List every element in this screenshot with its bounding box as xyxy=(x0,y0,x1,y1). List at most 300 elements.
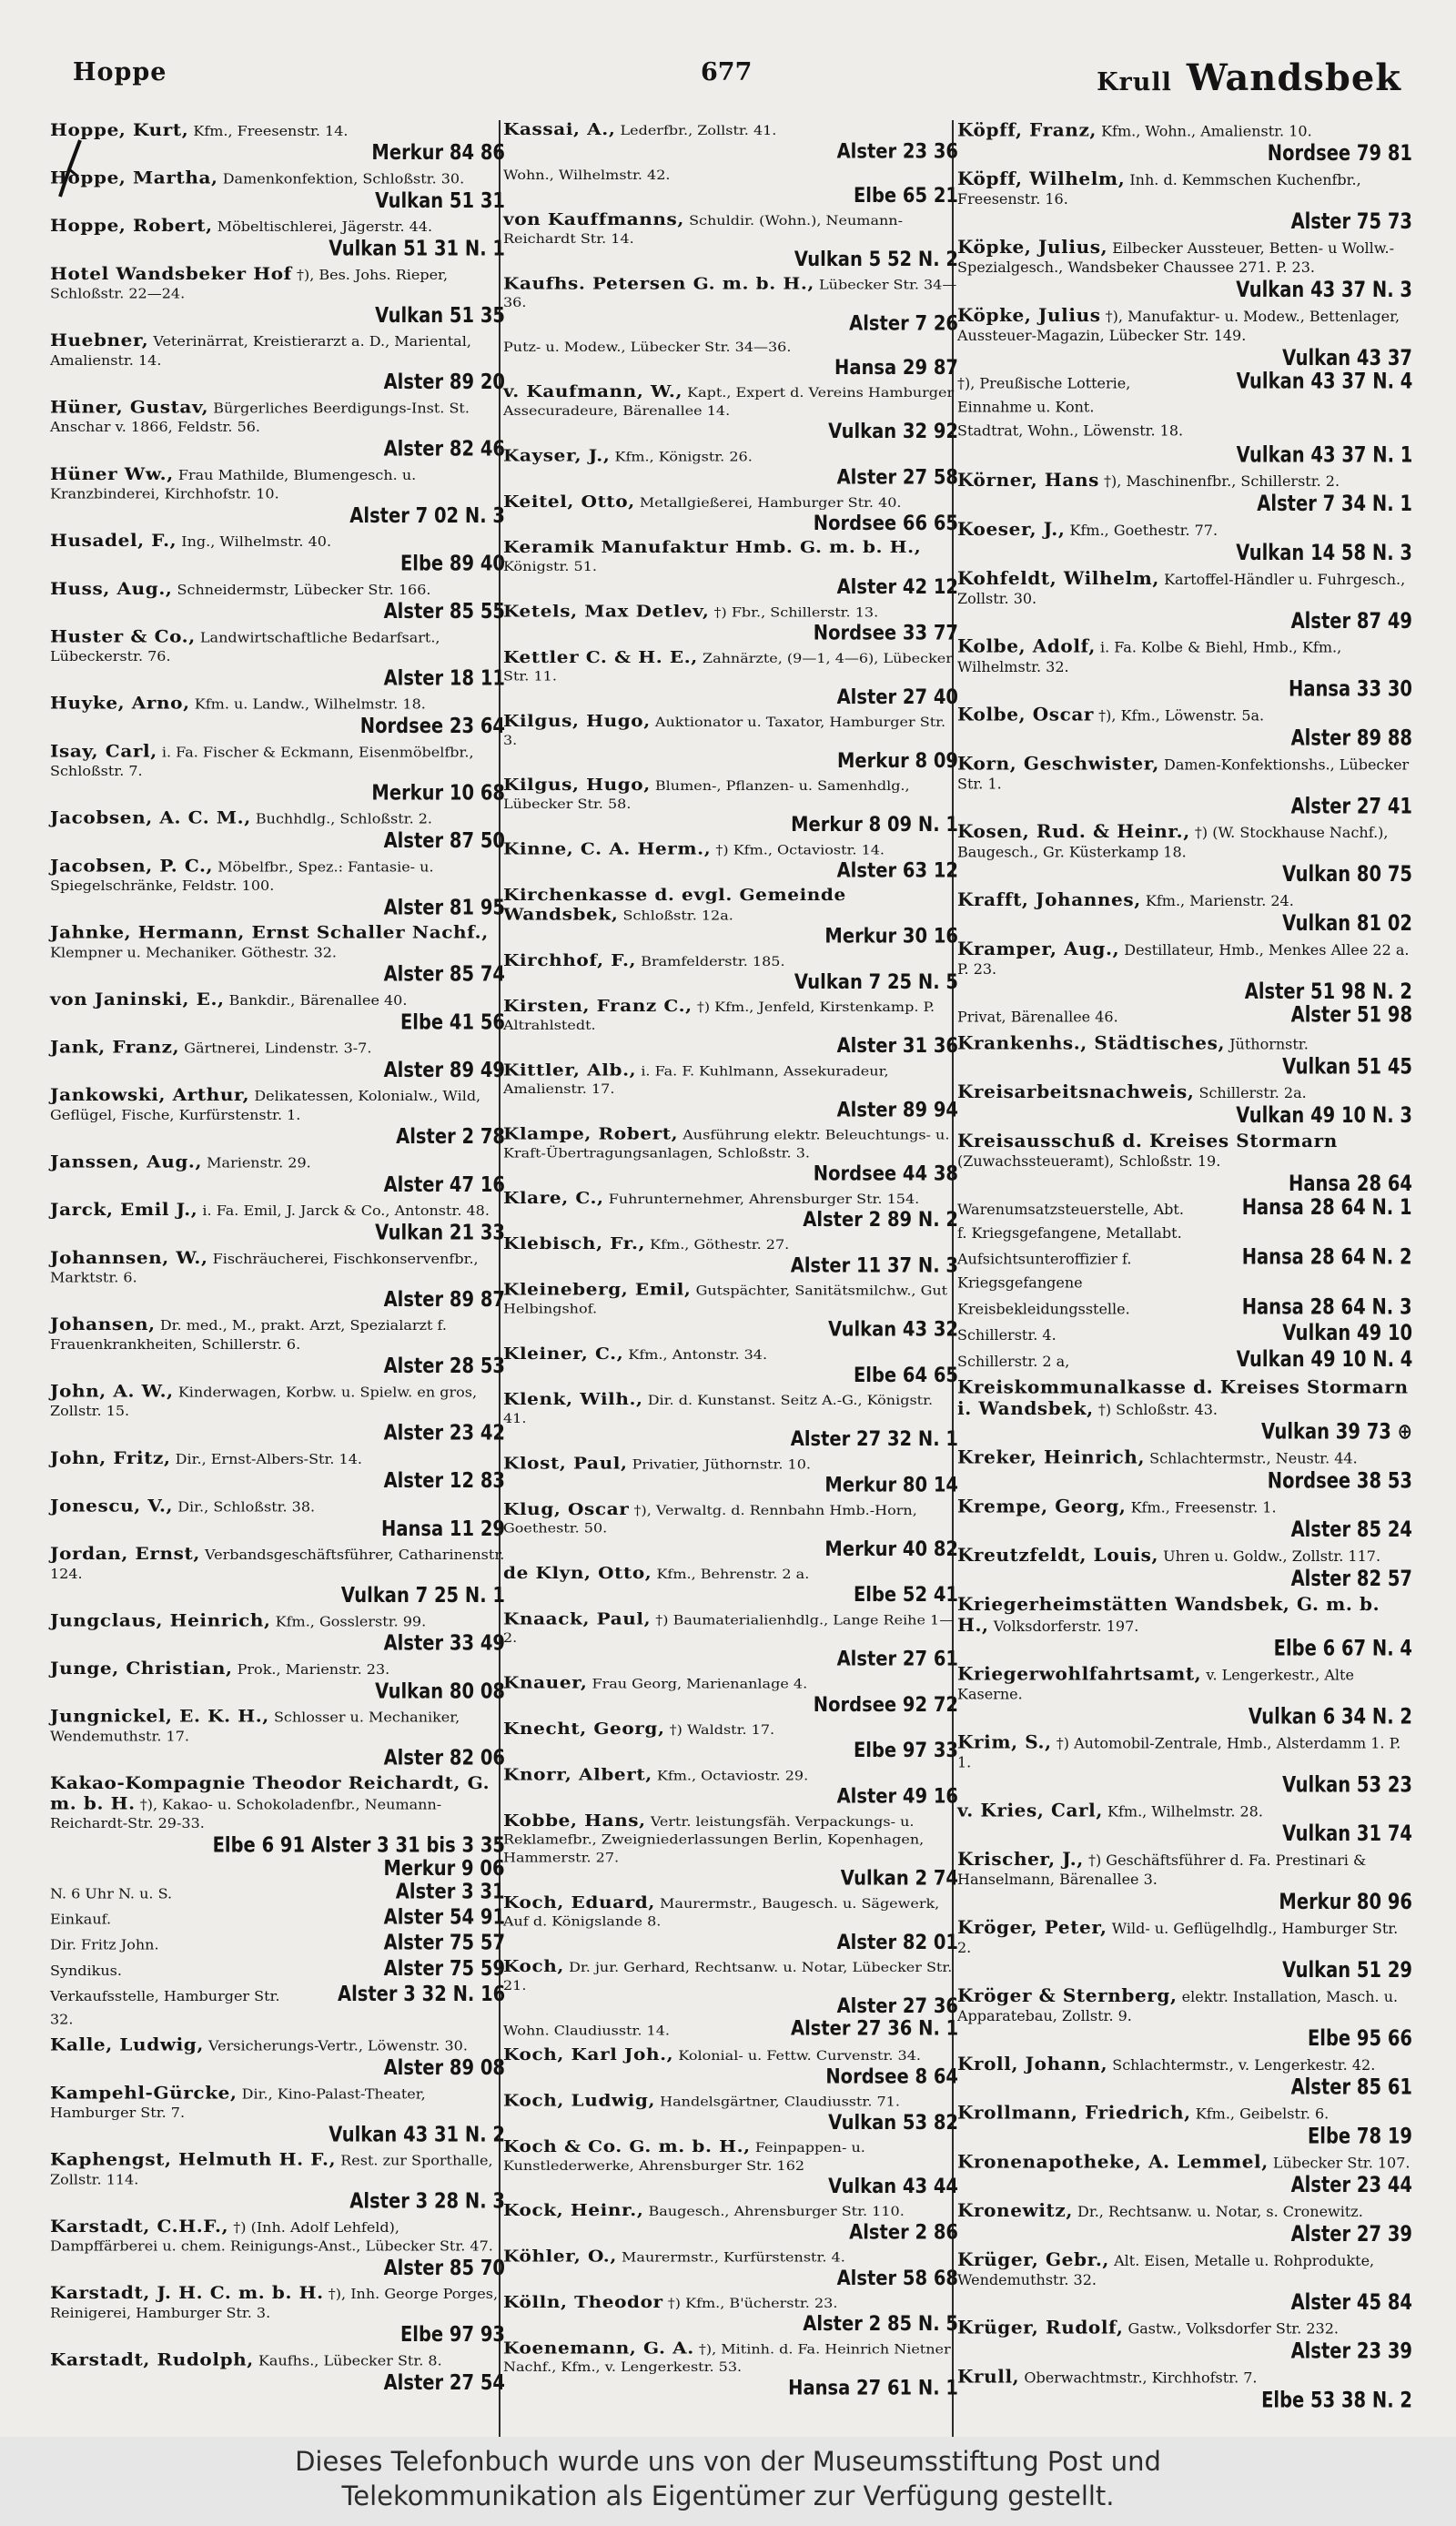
directory-entry xyxy=(50,1496,505,1540)
entry-text xyxy=(50,1038,505,1059)
entry-name: Kaphengst, Helmuth H. F., xyxy=(50,2148,337,2170)
phone-number: Vulkan 7 25 N. 1 xyxy=(340,1582,505,1608)
directory-entry xyxy=(50,464,505,527)
phone-number: Alster 18 11 xyxy=(383,664,505,691)
directory-entry xyxy=(503,1673,958,1715)
entry-name: Isay, Carl, xyxy=(50,740,157,762)
phone-number: Alster 27 61 xyxy=(836,1646,958,1670)
entry-name: Kriegerheimstätten Wandsbek, G. m. b. H., xyxy=(957,1593,1380,1636)
directory-entry xyxy=(503,602,958,644)
phone-number: Elbe 97 93 xyxy=(399,2321,505,2347)
entry-text xyxy=(503,712,958,749)
phone-number: Nordsee 8 64 xyxy=(825,2064,958,2088)
entry-name: Kroll, Johann, xyxy=(957,2053,1108,2075)
entry-name: Jungnickel, E. K. H., xyxy=(50,1705,269,1727)
entry-name: Köpke, Julius xyxy=(957,304,1101,326)
entry-name: Kilgus, Hugo, xyxy=(503,710,651,731)
entry-name: de Klyn, Otto, xyxy=(503,1562,652,1583)
entry-description: Rest. zur Sporthalle, Zollstr. 114. xyxy=(50,2152,493,2188)
phone-number: Elbe 65 21 xyxy=(853,183,958,208)
entry-name: Huebner, xyxy=(50,330,149,350)
directory-entry xyxy=(503,1189,958,1231)
phone-number: Alster 82 01 xyxy=(836,1930,958,1954)
directory-entry xyxy=(957,1131,1412,1374)
entry-text xyxy=(957,306,1412,346)
entry-name: Kirchhof, F., xyxy=(503,949,637,970)
entry-description: Verbandsgeschäftsführer, Catharinenstr. 124. xyxy=(50,1546,505,1582)
directory-column-3 xyxy=(957,120,1412,2416)
entry-name: Kinne, C. A. Herm., xyxy=(503,838,712,858)
entry-name: Hoppe, Martha, xyxy=(50,167,218,188)
entry-description: i. Fa. F. Kuhlmann, Assekuradeur, Amalienstr. 17. xyxy=(503,1062,889,1097)
entry-name: Klug, Oscar xyxy=(503,1498,630,1519)
entry-description: Privatier, Jüthornstr. 10. xyxy=(632,1456,811,1472)
phone-number: Alster 3 31 xyxy=(396,1878,505,1903)
entry-description: Auktionator u. Taxator, Hamburger Str. 3. xyxy=(503,714,946,748)
entry-subline xyxy=(957,1003,1412,1030)
header-town: Wandsbek xyxy=(1186,56,1401,99)
directory-entry xyxy=(503,1811,958,1890)
entry-text xyxy=(503,2091,958,2111)
phone-number: Elbe 6 91 Alster 3 31 bis 3 35 xyxy=(212,1831,505,1858)
entry-text xyxy=(50,1448,505,1469)
phone-number: Hansa 28 64 N. 2 xyxy=(1242,1243,1412,1270)
entry-name: Kölln, Theodor xyxy=(503,2291,663,2312)
phone-number: Alster 89 49 xyxy=(383,1057,505,1082)
entry-text xyxy=(503,1500,958,1537)
phone-number: Nordsee 23 64 xyxy=(359,713,505,738)
phone-number: Alster 23 39 xyxy=(1290,2338,1412,2364)
entry-text xyxy=(957,1131,1412,1172)
subline-note: Einkauf. xyxy=(50,1911,112,1928)
directory-entry xyxy=(503,2091,958,2133)
directory-entry xyxy=(957,1082,1412,1127)
directory-entry xyxy=(957,1377,1412,1443)
directory-entry xyxy=(957,1595,1412,1660)
entry-description: †), Kakao- u. Schokoladenfbr., Neumann-Reichardt-Str. 29-33. xyxy=(50,1796,442,1831)
entry-name: Kröger, Peter, xyxy=(957,1916,1107,1938)
directory-entry xyxy=(503,1454,958,1496)
directory-entry xyxy=(50,168,505,212)
entry-text xyxy=(503,1673,958,1693)
entry-text xyxy=(503,210,958,248)
phone-number: Vulkan 53 82 xyxy=(828,2110,958,2135)
entry-text xyxy=(957,471,1412,492)
entry-name: Kronenapotheke, A. Lemmel, xyxy=(957,2151,1269,2173)
phone-number: Alster 89 88 xyxy=(1290,725,1412,751)
directory-entry xyxy=(50,808,505,852)
phone-number: Nordsee 33 77 xyxy=(813,620,958,644)
phone-number: Nordsee 66 65 xyxy=(813,511,958,535)
entry-name: Huss, Aug., xyxy=(50,577,173,599)
phone-number: Vulkan 31 74 xyxy=(1282,1821,1412,1846)
entry-description: Kolonial- u. Fettw. Curvenstr. 34. xyxy=(678,2047,921,2064)
phone-number: Alster 27 36 xyxy=(836,1993,958,2018)
entry-description: Kfm., Gosslerstr. 99. xyxy=(275,1613,427,1630)
entry-name: Huster & Co., xyxy=(50,625,196,647)
phone-number: Hansa 33 30 xyxy=(1289,675,1412,702)
directory-entry xyxy=(957,306,1412,467)
entry-description: Schuldir. (Wohn.), Neumann-Reichardt Str. 14. xyxy=(503,212,903,247)
entry-text xyxy=(50,398,505,437)
directory-entry xyxy=(50,264,505,327)
directory-entry xyxy=(503,2293,958,2335)
phone-number: Alster 87 49 xyxy=(1290,607,1412,634)
directory-entry xyxy=(50,989,505,1033)
directory-entry xyxy=(50,2035,505,2079)
entry-description: †) Baumaterialienhdlg., Lange Reihe 1—2. xyxy=(503,1611,955,1646)
directory-entry xyxy=(50,856,505,918)
phone-number: Vulkan 53 23 xyxy=(1282,1771,1412,1798)
directory-column-2 xyxy=(503,120,958,2402)
phone-number: Alster 31 36 xyxy=(836,1033,958,1058)
entry-text xyxy=(50,1085,505,1124)
directory-entry xyxy=(50,2150,505,2213)
phone-number: Merkur 9 06 xyxy=(383,1855,505,1881)
entry-text xyxy=(957,2054,1412,2075)
subline-note: Wohn. Claudiusstr. 14. xyxy=(503,2022,670,2038)
entry-text xyxy=(503,886,958,925)
phone-number: Vulkan 43 37 N. 4 xyxy=(1236,368,1412,394)
entry-description: †) (W. Stockhause Nachf.), Baugesch., Gr. Küsterkamp 18. xyxy=(957,824,1389,861)
entry-description: Zahnärzte, (9—1, 4—6), Lübecker Str. 11. xyxy=(503,650,953,685)
entry-description: Bankdir., Bärenallee 40. xyxy=(228,991,408,1009)
phone-number: Vulkan 80 75 xyxy=(1282,861,1412,887)
entry-name: Klost, Paul, xyxy=(503,1453,628,1473)
entry-text xyxy=(957,1546,1412,1567)
directory-entry xyxy=(50,1382,505,1445)
phone-number: Elbe 6 67 N. 4 xyxy=(1273,1635,1412,1661)
directory-entry xyxy=(503,997,958,1057)
phone-number: Hansa 11 29 xyxy=(381,1516,505,1541)
entry-text xyxy=(503,2045,958,2065)
entry-text xyxy=(957,2152,1412,2173)
entry-description: Marienstr. 29. xyxy=(207,1154,311,1172)
phone-number: Alster 75 73 xyxy=(1290,208,1412,234)
entry-name: Junge, Christian, xyxy=(50,1658,233,1679)
directory-entry xyxy=(503,1234,958,1276)
directory-entry xyxy=(50,1085,505,1148)
entry-subline xyxy=(50,1931,505,1956)
directory-entry xyxy=(957,1546,1412,1590)
entry-description: Uhren u. Goldw., Zollstr. 117. xyxy=(1163,1547,1381,1565)
entry-description: Kfm., Goethestr. 77. xyxy=(1069,522,1218,539)
subline-note: Dir. Fritz John. xyxy=(50,1936,159,1953)
entry-name: Krempe, Georg, xyxy=(957,1496,1127,1517)
directory-entry xyxy=(503,1564,958,1606)
directory-entry xyxy=(503,1720,958,1761)
directory-entry xyxy=(957,1496,1412,1541)
directory-entry xyxy=(503,1344,958,1386)
entry-text xyxy=(957,1850,1412,1890)
entry-name: Keitel, Otto, xyxy=(503,491,635,512)
entry-name: von Janinski, E., xyxy=(50,989,225,1009)
phone-number: Vulkan 7 25 N. 5 xyxy=(794,969,958,994)
phone-number: Hansa 27 61 N. 1 xyxy=(788,2375,958,2399)
entry-text xyxy=(50,464,505,503)
entry-description: Kfm., Geibelstr. 6. xyxy=(1195,2105,1330,2123)
entry-text xyxy=(503,1811,958,1867)
entry-subline xyxy=(50,1880,505,1905)
entry-description: Kfm., Antonstr. 34. xyxy=(628,1346,768,1363)
entry-subline xyxy=(957,442,1412,466)
entry-text xyxy=(503,1893,958,1931)
entry-subline xyxy=(50,1982,505,2031)
entry-name: Klare, C., xyxy=(503,1187,604,1208)
entry-name: Kleiner, C., xyxy=(503,1343,624,1364)
entry-name: Kramper, Aug., xyxy=(957,938,1120,959)
entry-text xyxy=(957,1496,1412,1517)
entry-text xyxy=(957,520,1412,541)
entry-text xyxy=(957,1801,1412,1821)
directory-entry xyxy=(503,2137,958,2197)
entry-text xyxy=(503,2201,958,2221)
subline-note: Verkaufsstelle, Hamburger Str. 32. xyxy=(50,1988,280,2028)
directory-entry xyxy=(957,1664,1412,1728)
directory-entry xyxy=(957,2250,1412,2314)
subline-note: Schillerstr. 2 a, xyxy=(957,1353,1070,1370)
entry-description: Oberwachtmstr., Kirchhofstr. 7. xyxy=(1024,2369,1258,2387)
entry-subline xyxy=(50,1856,505,1879)
entry-text xyxy=(503,1609,958,1647)
phone-number: Merkur 40 82 xyxy=(824,1537,958,1561)
entry-text xyxy=(50,1200,505,1221)
entry-text xyxy=(957,1595,1412,1637)
entry-name: Kittler, Alb., xyxy=(503,1060,637,1080)
entry-description: Feinpappen- u. Kunstlederwerke, Ahrensburger Str. 162 xyxy=(503,2139,865,2174)
phone-number: Merkur 80 96 xyxy=(1279,1889,1412,1914)
entry-description: Kfm., Octaviostr. 29. xyxy=(656,1767,809,1783)
entry-name: Kolbe, Adolf, xyxy=(957,635,1096,657)
entry-text xyxy=(503,1124,958,1162)
phone-number: Alster 85 55 xyxy=(383,598,505,624)
directory-entry xyxy=(50,531,505,574)
entry-name: Keramik Manufaktur Hmb. G. m. b. H., xyxy=(503,537,922,557)
phone-number: Nordsee 38 53 xyxy=(1267,1467,1412,1494)
entry-text xyxy=(50,2150,505,2189)
directory-entry xyxy=(503,1390,958,1450)
subline-note: Schillerstr. 4. xyxy=(957,1326,1057,1344)
entry-text xyxy=(957,1664,1412,1704)
entry-text xyxy=(957,568,1412,608)
entry-name: Jarck, Emil J., xyxy=(50,1199,198,1220)
phone-number: Merkur 80 14 xyxy=(824,1472,958,1496)
directory-entry xyxy=(50,1038,505,1081)
directory-entry xyxy=(957,1732,1412,1796)
entry-name: Köpff, Franz, xyxy=(957,119,1097,141)
entry-text xyxy=(957,169,1412,209)
entry-name: Jahnke, Hermann, Ernst Schaller Nachf., xyxy=(50,921,489,943)
phone-number: Alster 89 08 xyxy=(383,2054,505,2080)
directory-entry xyxy=(957,822,1412,886)
entry-text xyxy=(957,238,1412,278)
entry-description: Möbelfbr., Spez.: Fantasie- u. Spiegelschränke, Feldstr. 100. xyxy=(50,858,434,894)
entry-description: Dir., Kino-Palast-Theater, Hamburger Str. 7. xyxy=(50,2085,426,2121)
entry-text xyxy=(50,2083,505,2122)
entry-name: Knaack, Paul, xyxy=(503,1608,652,1628)
directory-entry xyxy=(50,741,505,804)
entry-name: Jacobsen, A. C. M., xyxy=(50,806,251,828)
entry-name: Hotel Wandsbeker Hof xyxy=(50,262,292,284)
phone-number: Vulkan 51 35 xyxy=(375,302,505,328)
entry-description: †) Fbr., Schillerstr. 13. xyxy=(713,604,879,620)
entry-name: Kirchenkasse d. evgl. Gemeinde Wandsbek, xyxy=(503,884,846,924)
entry-subline xyxy=(957,1321,1412,1347)
entry-description: Kfm., Königstr. 26. xyxy=(614,448,753,464)
entry-description: Dr. med., M., prakt. Arzt, Spezialarzt f. Frauenkrankheiten, Schillerstr. 6. xyxy=(50,1317,447,1353)
entry-text xyxy=(50,1248,505,1287)
entry-text xyxy=(50,808,505,829)
directory-entry xyxy=(957,1986,1412,2050)
phone-number: Alster 75 59 xyxy=(383,1955,505,1981)
entry-description: Wohn., Wilhelmstr. 42. xyxy=(503,167,671,183)
phone-number: Vulkan 5 52 N. 2 xyxy=(794,247,958,271)
directory-entry xyxy=(50,1610,505,1654)
entry-name: Kleineberg, Emil, xyxy=(503,1279,692,1300)
entry-text xyxy=(50,579,505,600)
phone-number: Nordsee 79 81 xyxy=(1267,140,1412,166)
directory-entry xyxy=(503,2247,958,2288)
phone-number: Vulkan 6 34 N. 2 xyxy=(1248,1703,1412,1730)
phone-number: Alster 33 49 xyxy=(383,1630,505,1656)
directory-entry xyxy=(50,1200,505,1243)
phone-number: Alster 89 20 xyxy=(383,369,505,394)
phone-number: Vulkan 2 74 xyxy=(840,1865,958,1890)
entry-name: Jacobsen, P. C., xyxy=(50,855,214,877)
phone-number: Hansa 28 64 xyxy=(1289,1170,1412,1196)
phone-number: Alster 27 58 xyxy=(836,464,958,489)
phone-number: Vulkan 51 31 N. 1 xyxy=(329,235,505,261)
directory-entry xyxy=(50,216,505,259)
entry-text xyxy=(503,1390,958,1427)
phone-number: Alster 85 74 xyxy=(383,961,505,987)
entry-description: i. Fa. Emil, J. Jarck & Co., Antonstr. 48. xyxy=(202,1202,490,1219)
phone-number: Elbe 95 66 xyxy=(1307,2024,1412,2051)
phone-number: Vulkan 51 29 xyxy=(1282,1956,1412,1983)
entry-name: Köpff, Wilhelm, xyxy=(957,167,1126,189)
directory-entry xyxy=(503,951,958,993)
entry-subline xyxy=(957,1245,1412,1295)
directory-entry xyxy=(503,1609,958,1669)
subline-note: Syndikus. xyxy=(50,1962,122,1979)
entry-name: Kock, Heinr., xyxy=(503,2200,644,2220)
entry-name: Johansen, xyxy=(50,1314,156,1334)
entry-subline xyxy=(50,1956,505,1982)
entry-description: Versicherungs-Vertr., Löwenstr. 30. xyxy=(208,2037,468,2054)
entry-subline xyxy=(50,1905,505,1931)
entry-description: i. Fa. Fischer & Eckmann, Eisenmöbelfbr., Schloßstr. 7. xyxy=(50,744,474,779)
directory-entry xyxy=(957,939,1412,1030)
directory-entry xyxy=(503,274,958,334)
directory-entry xyxy=(50,1659,505,1702)
directory-entry xyxy=(503,382,958,442)
phone-number: Nordsee 92 72 xyxy=(813,1692,958,1717)
entry-description: Kapt., Expert d. Vereins Hamburger Assecuradeure, Bärenallee 14. xyxy=(503,384,955,419)
entry-text xyxy=(503,166,958,184)
entry-description: Kfm. u. Landw., Wilhelmstr. 18. xyxy=(194,695,426,713)
phone-number: Elbe 41 56 xyxy=(399,1009,505,1034)
entry-text xyxy=(503,2293,958,2313)
entry-name: Knauer, xyxy=(503,1672,588,1693)
phone-number: Hansa 28 64 N. 3 xyxy=(1242,1293,1412,1320)
entry-name: Kronewitz, xyxy=(957,2199,1073,2221)
entry-description: †), Bes. Johs. Rieper, Schloßstr. 22—24. xyxy=(50,266,449,302)
phone-number: Vulkan 81 02 xyxy=(1282,909,1412,936)
entry-description: v. Lengerkestr., Alte Kaserne. xyxy=(957,1667,1354,1703)
directory-entry xyxy=(50,1314,505,1377)
entry-description: Kinderwagen, Korbw. u. Spielw. en gros, Zollstr. 15. xyxy=(50,1384,478,1419)
directory-entry xyxy=(957,2367,1412,2411)
directory-entry xyxy=(503,120,958,162)
entry-name: Krankenhs., Städtisches, xyxy=(957,1032,1226,1054)
directory-entry xyxy=(503,538,958,598)
phone-number: Alster 51 98 xyxy=(1290,1001,1412,1028)
phone-number: Vulkan 43 32 xyxy=(828,1316,958,1341)
entry-text xyxy=(503,839,958,859)
phone-number: Nordsee 44 38 xyxy=(813,1161,958,1185)
entry-name: Kakao-Kompagnie Theodor Reichardt, G. m. b. H. xyxy=(50,1772,490,1814)
entry-name: Körner, Hans xyxy=(957,470,1099,492)
entry-description: †) Automobil-Zentrale, Hmb., Alsterdamm 1. P. 1. xyxy=(957,1735,1401,1771)
entry-name: Kriegerwohlfahrtsamt, xyxy=(957,1663,1202,1685)
entry-name: Kröger & Sternberg, xyxy=(957,1984,1178,2006)
phone-number: Vulkan 49 10 N. 3 xyxy=(1236,1102,1412,1128)
directory-entry xyxy=(957,2201,1412,2246)
entry-text xyxy=(50,923,505,962)
entry-subline xyxy=(503,2017,958,2042)
phone-number: Alster 3 32 N. 16 xyxy=(337,1981,505,2006)
entry-description: †) Waldstr. 17. xyxy=(669,1721,775,1738)
directory-entry xyxy=(503,1957,958,2042)
phone-number: Alster 42 12 xyxy=(836,574,958,599)
phone-number: Alster 51 98 N. 2 xyxy=(1244,978,1412,1004)
directory-entry xyxy=(503,210,958,270)
entry-name: Krafft, Johannes, xyxy=(957,888,1141,910)
entry-name: Janssen, Aug., xyxy=(50,1151,203,1172)
entry-description: Jüthornstr. xyxy=(1229,1036,1309,1053)
entry-text xyxy=(957,939,1412,979)
phone-number: Alster 23 42 xyxy=(383,1419,505,1446)
entry-text xyxy=(50,694,505,715)
entry-name: Kobbe, Hans, xyxy=(503,1810,646,1831)
directory-entry xyxy=(503,492,958,534)
entry-name: Kreutzfeldt, Louis, xyxy=(957,1544,1159,1566)
phone-number: Merkur 8 09 N. 1 xyxy=(791,812,958,837)
phone-number: Alster 49 16 xyxy=(836,1783,958,1808)
directory-entry xyxy=(503,338,958,378)
entry-description: Lübecker Str. 34—36. xyxy=(503,276,957,310)
entry-name: Kaufhs. Petersen G. m. b. H., xyxy=(503,273,814,293)
entry-description: Fuhrunternehmer, Ahrensburger Str. 154. xyxy=(608,1191,920,1207)
entry-description: Königstr. 51. xyxy=(503,558,597,574)
phone-number: Alster 27 32 N. 1 xyxy=(790,1426,958,1451)
footer-line-2: Telekommunikation als Eigentümer zur Verfügung gestellt. xyxy=(341,2480,1115,2511)
phone-number: Alster 27 41 xyxy=(1290,793,1412,819)
entry-description: Schloßstr. 12a. xyxy=(622,907,733,923)
entry-text xyxy=(503,1765,958,1785)
entry-name: Kalle, Ludwig, xyxy=(50,2034,204,2055)
entry-description: Gutspächter, Sanitätsmilchw., Gut Helbingshof. xyxy=(503,1283,948,1316)
phone-number: Vulkan 43 31 N. 2 xyxy=(329,2121,505,2146)
entry-text xyxy=(503,1060,958,1098)
page-number: 677 xyxy=(701,58,753,86)
entry-description: Prok., Marienstr. 23. xyxy=(237,1660,390,1678)
entry-description: Dir., Ernst-Albers-Str. 14. xyxy=(175,1450,362,1467)
entry-text xyxy=(957,1986,1412,2026)
phone-number: Alster 2 86 xyxy=(849,2219,958,2244)
phone-number: Alster 47 16 xyxy=(383,1172,505,1197)
phone-number: Alster 82 57 xyxy=(1290,1565,1412,1591)
